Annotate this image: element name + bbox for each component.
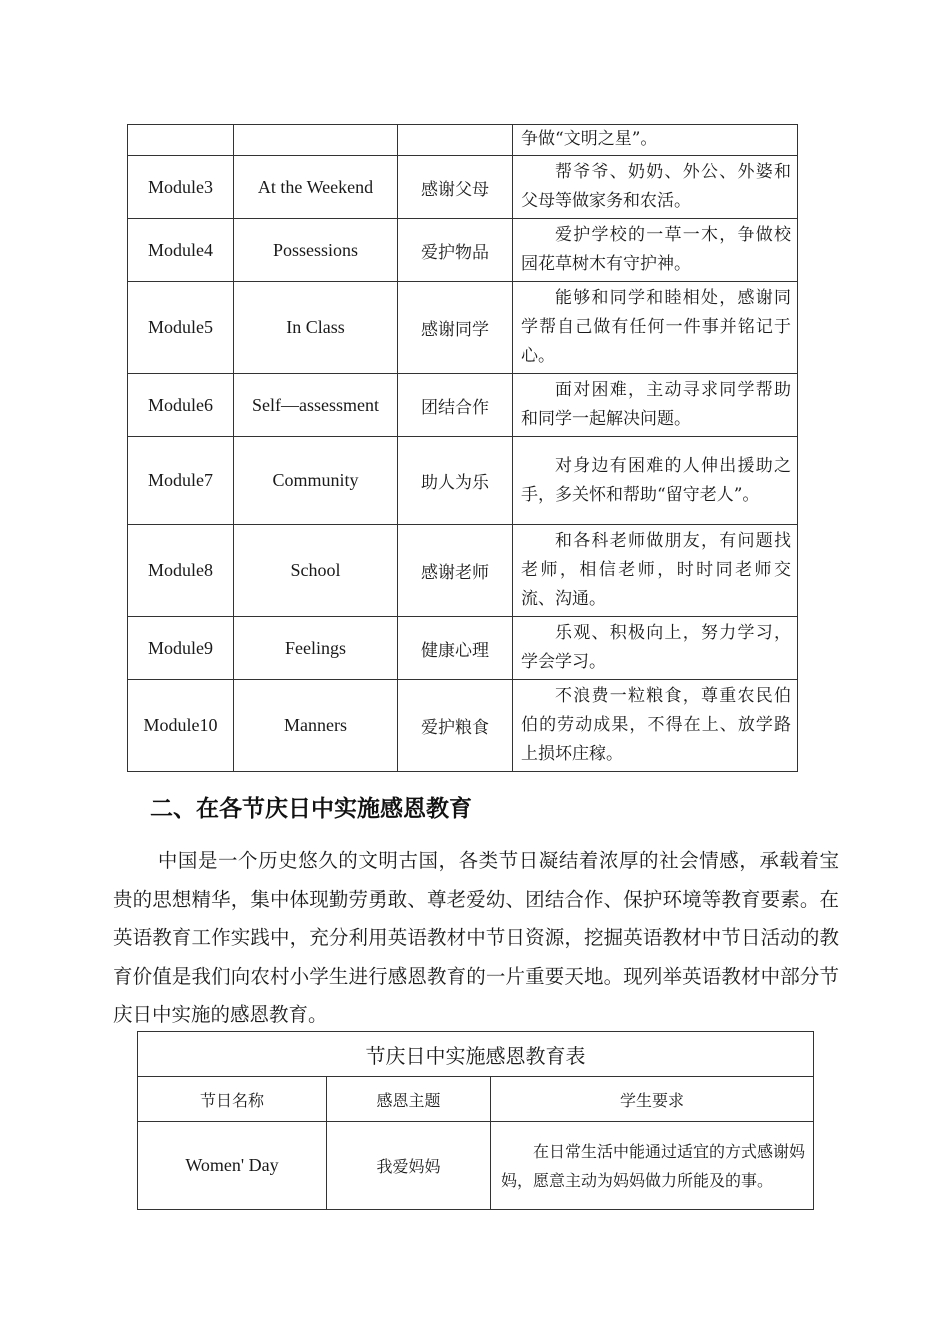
table-row (128, 525, 798, 617)
module-table (127, 124, 798, 772)
column-header: 感恩主题 (327, 1077, 491, 1122)
table-row (138, 1122, 814, 1210)
section-heading: 二、在各节庆日中实施感恩教育 (150, 796, 472, 822)
theme-cell: 团结合作 (398, 374, 513, 437)
requirement-cell: 和各科老师做朋友，有问题找老师，相信老师，时时同老师交流、沟通。 (513, 525, 798, 617)
module-cell: Module6 (128, 374, 234, 437)
theme-cell: 爱护粮食 (398, 680, 513, 772)
table-row (128, 156, 798, 219)
module-cell: Module9 (128, 617, 234, 680)
table-row (128, 374, 798, 437)
body-paragraph: 中国是一个历史悠久的文明古国，各类节日凝结着浓厚的社会情感，承载着宝贵的思想精华，集中体现勤劳勇敢、尊老爱幼、团结合作、保护环境等教育要素。在英语教育工作实践中，充分利用英语教材中节日资源，挖掘英语教材中节日活动的教育价值是我们向农村小学生进行感恩教育的一片重要天地。现列举英语教材中部分节庆日中实施的感恩教育。 (113, 849, 839, 1026)
table-title-row (138, 1032, 814, 1077)
topic-cell: In Class (234, 282, 398, 374)
topic-cell: Possessions (234, 219, 398, 282)
festival-cell: Women' Day (138, 1122, 327, 1210)
table-row (128, 125, 798, 156)
module-cell: Module7 (128, 437, 234, 525)
table-title: 节庆日中实施感恩教育表 (138, 1032, 814, 1077)
table-row (128, 219, 798, 282)
requirement-cell: 能够和同学和睦相处，感谢同学帮自己做有任何一件事并铭记于心。 (513, 282, 798, 374)
module-cell: Module3 (128, 156, 234, 219)
requirement-cell: 在日常生活中能通过适宜的方式感谢妈妈，愿意主动为妈妈做力所能及的事。 (491, 1122, 814, 1210)
requirement-cell: 面对困难，主动寻求同学帮助和同学一起解决问题。 (513, 374, 798, 437)
theme-cell: 感谢老师 (398, 525, 513, 617)
requirement-cell: 不浪费一粒粮食，尊重农民伯伯的劳动成果，不得在上、放学路上损坏庄稼。 (513, 680, 798, 772)
requirement-cell: 帮爷爷、奶奶、外公、外婆和父母等做家务和农活。 (513, 156, 798, 219)
requirement-cell: 乐观、积极向上，努力学习，学会学习。 (513, 617, 798, 680)
topic-cell: Manners (234, 680, 398, 772)
topic-cell: Feelings (234, 617, 398, 680)
topic-cell: School (234, 525, 398, 617)
topic-cell: Community (234, 437, 398, 525)
theme-cell: 感谢父母 (398, 156, 513, 219)
theme-cell: 感谢同学 (398, 282, 513, 374)
theme-cell: 我爱妈妈 (327, 1122, 491, 1210)
topic-cell: At the Weekend (234, 156, 398, 219)
festival-table (137, 1031, 814, 1210)
column-header: 学生要求 (491, 1077, 814, 1122)
topic-cell: Self—assessment (234, 374, 398, 437)
module-cell: Module8 (128, 525, 234, 617)
table-row (128, 617, 798, 680)
theme-cell: 爱护物品 (398, 219, 513, 282)
table-row (128, 437, 798, 525)
table-header-row (138, 1077, 814, 1122)
module-cell: Module4 (128, 219, 234, 282)
module-cell: Module10 (128, 680, 234, 772)
requirement-cell: 争做“文明之星”。 (513, 125, 798, 156)
theme-cell: 健康心理 (398, 617, 513, 680)
module-cell: Module5 (128, 282, 234, 374)
table-row (128, 680, 798, 772)
column-header: 节日名称 (138, 1077, 327, 1122)
theme-cell: 助人为乐 (398, 437, 513, 525)
requirement-cell: 爱护学校的一草一木，争做校园花草树木有守护神。 (513, 219, 798, 282)
requirement-cell: 对身边有困难的人伸出援助之手，多关怀和帮助“留守老人”。 (513, 437, 798, 525)
table-row (128, 282, 798, 374)
